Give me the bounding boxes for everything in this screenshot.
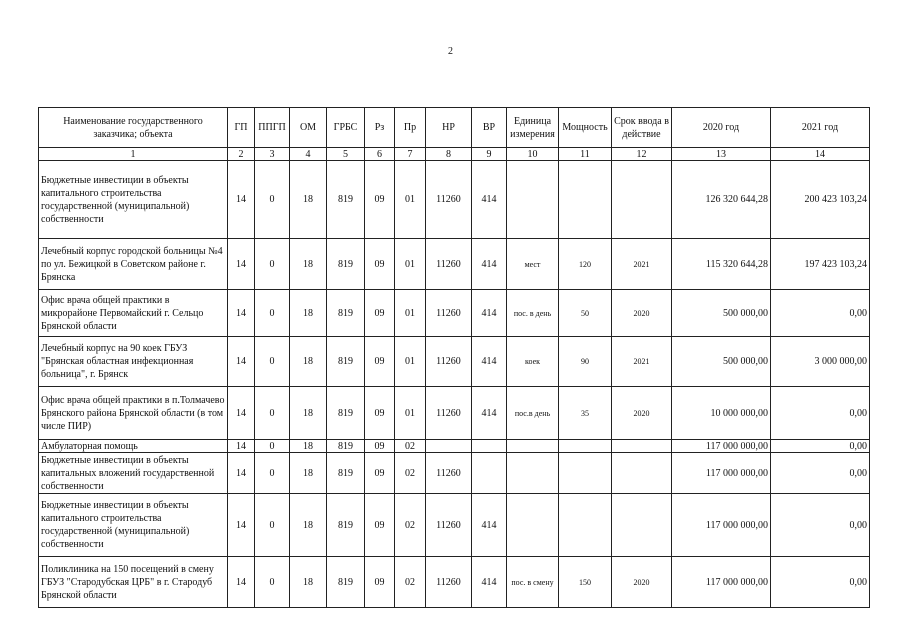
vr-cell: 414 [472,387,507,440]
commissioning-date-cell [612,453,672,494]
unit-cell [507,453,559,494]
grbs-cell: 819 [327,557,365,608]
header-capacity: Мощность [559,108,612,148]
pr-cell: 02 [395,440,426,453]
ppgp-cell: 0 [255,494,290,557]
unit-cell: пос. в смену [507,557,559,608]
grbs-cell: 819 [327,453,365,494]
nr-cell: 11260 [426,557,472,608]
unit-cell [507,440,559,453]
commissioning-date-cell [612,440,672,453]
nr-cell: 11260 [426,494,472,557]
unit-cell: мест [507,239,559,290]
vr-cell: 414 [472,239,507,290]
grbs-cell: 819 [327,239,365,290]
amount-2021-cell: 3 000 000,00 [771,337,870,387]
column-number: 12 [612,148,672,161]
amount-2021-cell: 0,00 [771,453,870,494]
amount-2020-cell: 500 000,00 [672,290,771,337]
table-row [39,161,870,239]
rz-cell: 09 [365,387,395,440]
om-cell: 18 [290,440,327,453]
nr-cell: 11260 [426,387,472,440]
nr-cell [426,440,472,453]
column-number: 13 [672,148,771,161]
column-number: 8 [426,148,472,161]
om-cell: 18 [290,161,327,239]
nr-cell: 11260 [426,453,472,494]
grbs-cell: 819 [327,337,365,387]
column-number: 9 [472,148,507,161]
pr-cell: 01 [395,387,426,440]
object-name-cell: Бюджетные инвестиции в объекты капитальных вложений государственной собственности [39,453,228,494]
gp-cell: 14 [228,557,255,608]
header-object-name: Наименование государственного заказчика; объекта [39,108,228,148]
grbs-cell: 819 [327,161,365,239]
vr-cell: 414 [472,290,507,337]
header-year-2020: 2020 год [672,108,771,148]
gp-cell: 14 [228,337,255,387]
amount-2021-cell: 197 423 103,24 [771,239,870,290]
amount-2020-cell: 117 000 000,00 [672,557,771,608]
pr-cell: 02 [395,453,426,494]
header-om: ОМ [290,108,327,148]
table-row [39,290,870,337]
om-cell: 18 [290,387,327,440]
nr-cell: 11260 [426,239,472,290]
column-number: 14 [771,148,870,161]
gp-cell: 14 [228,161,255,239]
gp-cell: 14 [228,453,255,494]
rz-cell: 09 [365,239,395,290]
table-row [39,387,870,440]
header-vr: ВР [472,108,507,148]
amount-2020-cell: 500 000,00 [672,337,771,387]
object-name-cell: Амбулаторная помощь [39,440,228,453]
capacity-cell [559,494,612,557]
unit-cell: коек [507,337,559,387]
commissioning-date-cell: 2021 [612,239,672,290]
pr-cell: 02 [395,557,426,608]
amount-2020-cell: 10 000 000,00 [672,387,771,440]
vr-cell [472,440,507,453]
pr-cell: 01 [395,161,426,239]
grbs-cell: 819 [327,387,365,440]
capacity-cell: 90 [559,337,612,387]
column-number: 7 [395,148,426,161]
amount-2021-cell: 0,00 [771,494,870,557]
page-number: 2 [448,46,453,57]
header-year-2021: 2021 год [771,108,870,148]
commissioning-date-cell: 2021 [612,337,672,387]
table-header-row [39,108,870,148]
rz-cell: 09 [365,494,395,557]
table-body [39,161,870,608]
grbs-cell: 819 [327,494,365,557]
object-name-cell: Офис врача общей практики в микрорайоне Первомайский г. Сельцо Брянской области [39,290,228,337]
commissioning-date-cell: 2020 [612,290,672,337]
object-name-cell: Лечебный корпус на 90 коек ГБУЗ "Брянская областная инфекционная больница", г. Брянск [39,337,228,387]
rz-cell: 09 [365,453,395,494]
pr-cell: 02 [395,494,426,557]
om-cell: 18 [290,337,327,387]
table-row [39,557,870,608]
capacity-cell: 150 [559,557,612,608]
grbs-cell: 819 [327,440,365,453]
table-row [39,453,870,494]
nr-cell: 11260 [426,161,472,239]
table-row [39,494,870,557]
rz-cell: 09 [365,440,395,453]
capacity-cell: 120 [559,239,612,290]
header-grbs: ГРБС [327,108,365,148]
rz-cell: 09 [365,337,395,387]
om-cell: 18 [290,557,327,608]
om-cell: 18 [290,239,327,290]
ppgp-cell: 0 [255,387,290,440]
column-number: 6 [365,148,395,161]
rz-cell: 09 [365,290,395,337]
amount-2020-cell: 117 000 000,00 [672,453,771,494]
column-number: 3 [255,148,290,161]
om-cell: 18 [290,494,327,557]
rz-cell: 09 [365,557,395,608]
gp-cell: 14 [228,239,255,290]
ppgp-cell: 0 [255,453,290,494]
header-gp: ГП [228,108,255,148]
amount-2021-cell: 0,00 [771,387,870,440]
header-rz: Рз [365,108,395,148]
unit-cell [507,161,559,239]
column-number: 11 [559,148,612,161]
unit-cell [507,494,559,557]
amount-2020-cell: 117 000 000,00 [672,440,771,453]
capacity-cell: 35 [559,387,612,440]
table-row [39,239,870,290]
gp-cell: 14 [228,290,255,337]
column-number-row [39,148,870,161]
amount-2021-cell: 0,00 [771,290,870,337]
pr-cell: 01 [395,290,426,337]
nr-cell: 11260 [426,290,472,337]
object-name-cell: Лечебный корпус городской больницы №4 по ул. Бежицкой в Советском районе г. Брянска [39,239,228,290]
commissioning-date-cell [612,161,672,239]
commissioning-date-cell: 2020 [612,557,672,608]
unit-cell: пос. в день [507,290,559,337]
object-name-cell: Бюджетные инвестиции в объекты капитального строительства государственной (муниципальной) собственности [39,494,228,557]
commissioning-date-cell: 2020 [612,387,672,440]
capacity-cell [559,453,612,494]
header-unit: Единица измерения [507,108,559,148]
object-name-cell: Бюджетные инвестиции в объекты капитального строительства государственной (муниципальной) собственности [39,161,228,239]
nr-cell: 11260 [426,337,472,387]
column-number: 10 [507,148,559,161]
grbs-cell: 819 [327,290,365,337]
header-commissioning-date: Срок ввода в действие [612,108,672,148]
ppgp-cell: 0 [255,440,290,453]
header-pr: Пр [395,108,426,148]
header-ppgp: ППГП [255,108,290,148]
vr-cell: 414 [472,494,507,557]
object-name-cell: Офис врача общей практики в п.Толмачево Брянского района Брянской области (в том числе ПИР) [39,387,228,440]
pr-cell: 01 [395,239,426,290]
amount-2021-cell: 0,00 [771,557,870,608]
unit-cell: пос.в день [507,387,559,440]
vr-cell: 414 [472,557,507,608]
amount-2020-cell: 115 320 644,28 [672,239,771,290]
column-number: 1 [39,148,228,161]
ppgp-cell: 0 [255,239,290,290]
vr-cell [472,453,507,494]
capacity-cell: 50 [559,290,612,337]
gp-cell: 14 [228,494,255,557]
commissioning-date-cell [612,494,672,557]
table-row [39,337,870,387]
amount-2020-cell: 126 320 644,28 [672,161,771,239]
gp-cell: 14 [228,440,255,453]
column-number: 4 [290,148,327,161]
amount-2021-cell: 0,00 [771,440,870,453]
column-number: 5 [327,148,365,161]
amount-2021-cell: 200 423 103,24 [771,161,870,239]
gp-cell: 14 [228,387,255,440]
object-name-cell: Поликлиника на 150 посещений в смену ГБУЗ "Стародубская ЦРБ" в г. Стародуб Брянской области [39,557,228,608]
column-number: 2 [228,148,255,161]
vr-cell: 414 [472,337,507,387]
ppgp-cell: 0 [255,337,290,387]
budget-table [38,107,870,608]
vr-cell: 414 [472,161,507,239]
rz-cell: 09 [365,161,395,239]
amount-2020-cell: 117 000 000,00 [672,494,771,557]
ppgp-cell: 0 [255,557,290,608]
capacity-cell [559,161,612,239]
capacity-cell [559,440,612,453]
om-cell: 18 [290,453,327,494]
pr-cell: 01 [395,337,426,387]
ppgp-cell: 0 [255,290,290,337]
om-cell: 18 [290,290,327,337]
table-row [39,440,870,453]
ppgp-cell: 0 [255,161,290,239]
header-nr: НР [426,108,472,148]
